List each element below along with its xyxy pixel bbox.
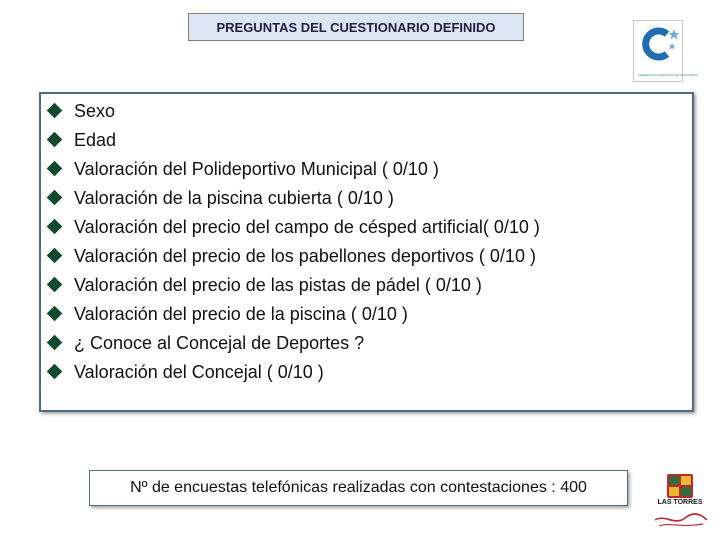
survey-count-text: Nº de encuestas telefónicas realizadas con contestaciones : 400: [130, 479, 587, 496]
list-item: Sexo: [47, 97, 684, 126]
list-item: Valoración del precio de los pabellones deportivos ( 0/10 ): [47, 242, 684, 271]
list-item: Valoración del precio de las pistas de pádel ( 0/10 ): [47, 271, 684, 300]
list-item: Edad: [47, 126, 684, 155]
questions-list: [47, 97, 684, 387]
survey-count-box: [89, 470, 628, 506]
top-logo-caption: FEDERACION ESPAÑOLA DE MUNICIPIOS: [638, 73, 698, 77]
diamond-bullet-icon: [47, 190, 63, 206]
list-item: Valoración del Concejal ( 0/10 ): [47, 358, 684, 387]
c-star-logo-icon: [634, 21, 682, 67]
diamond-bullet-icon: [47, 306, 63, 322]
town-name: LAS TORRES: [657, 499, 703, 506]
diamond-bullet-icon: [47, 248, 63, 264]
diamond-bullet-icon: [47, 364, 63, 380]
page-title-text: PREGUNTAS DEL CUESTIONARIO DEFINIDO: [216, 19, 496, 35]
questions-box: [39, 92, 694, 412]
diamond-bullet-icon: [47, 219, 63, 235]
list-item: Valoración del precio de la piscina ( 0/10 ): [47, 300, 684, 329]
diamond-bullet-icon: [47, 335, 63, 351]
top-logo: [633, 20, 698, 82]
bottom-logo: [645, 470, 715, 532]
list-item: ¿ Conoce al Concejal de Deportes ?: [47, 329, 684, 358]
list-item: Valoración de la piscina cubierta ( 0/10 ): [47, 184, 684, 213]
page-title: [188, 13, 524, 41]
diamond-bullet-icon: [47, 161, 63, 177]
diamond-bullet-icon: [47, 103, 63, 119]
diamond-bullet-icon: [47, 277, 63, 293]
diamond-bullet-icon: [47, 132, 63, 148]
list-item: Valoración del Polideportivo Municipal ( 0/10 ): [47, 155, 684, 184]
list-item: Valoración del precio del campo de césped artificial( 0/10 ): [47, 213, 544, 242]
